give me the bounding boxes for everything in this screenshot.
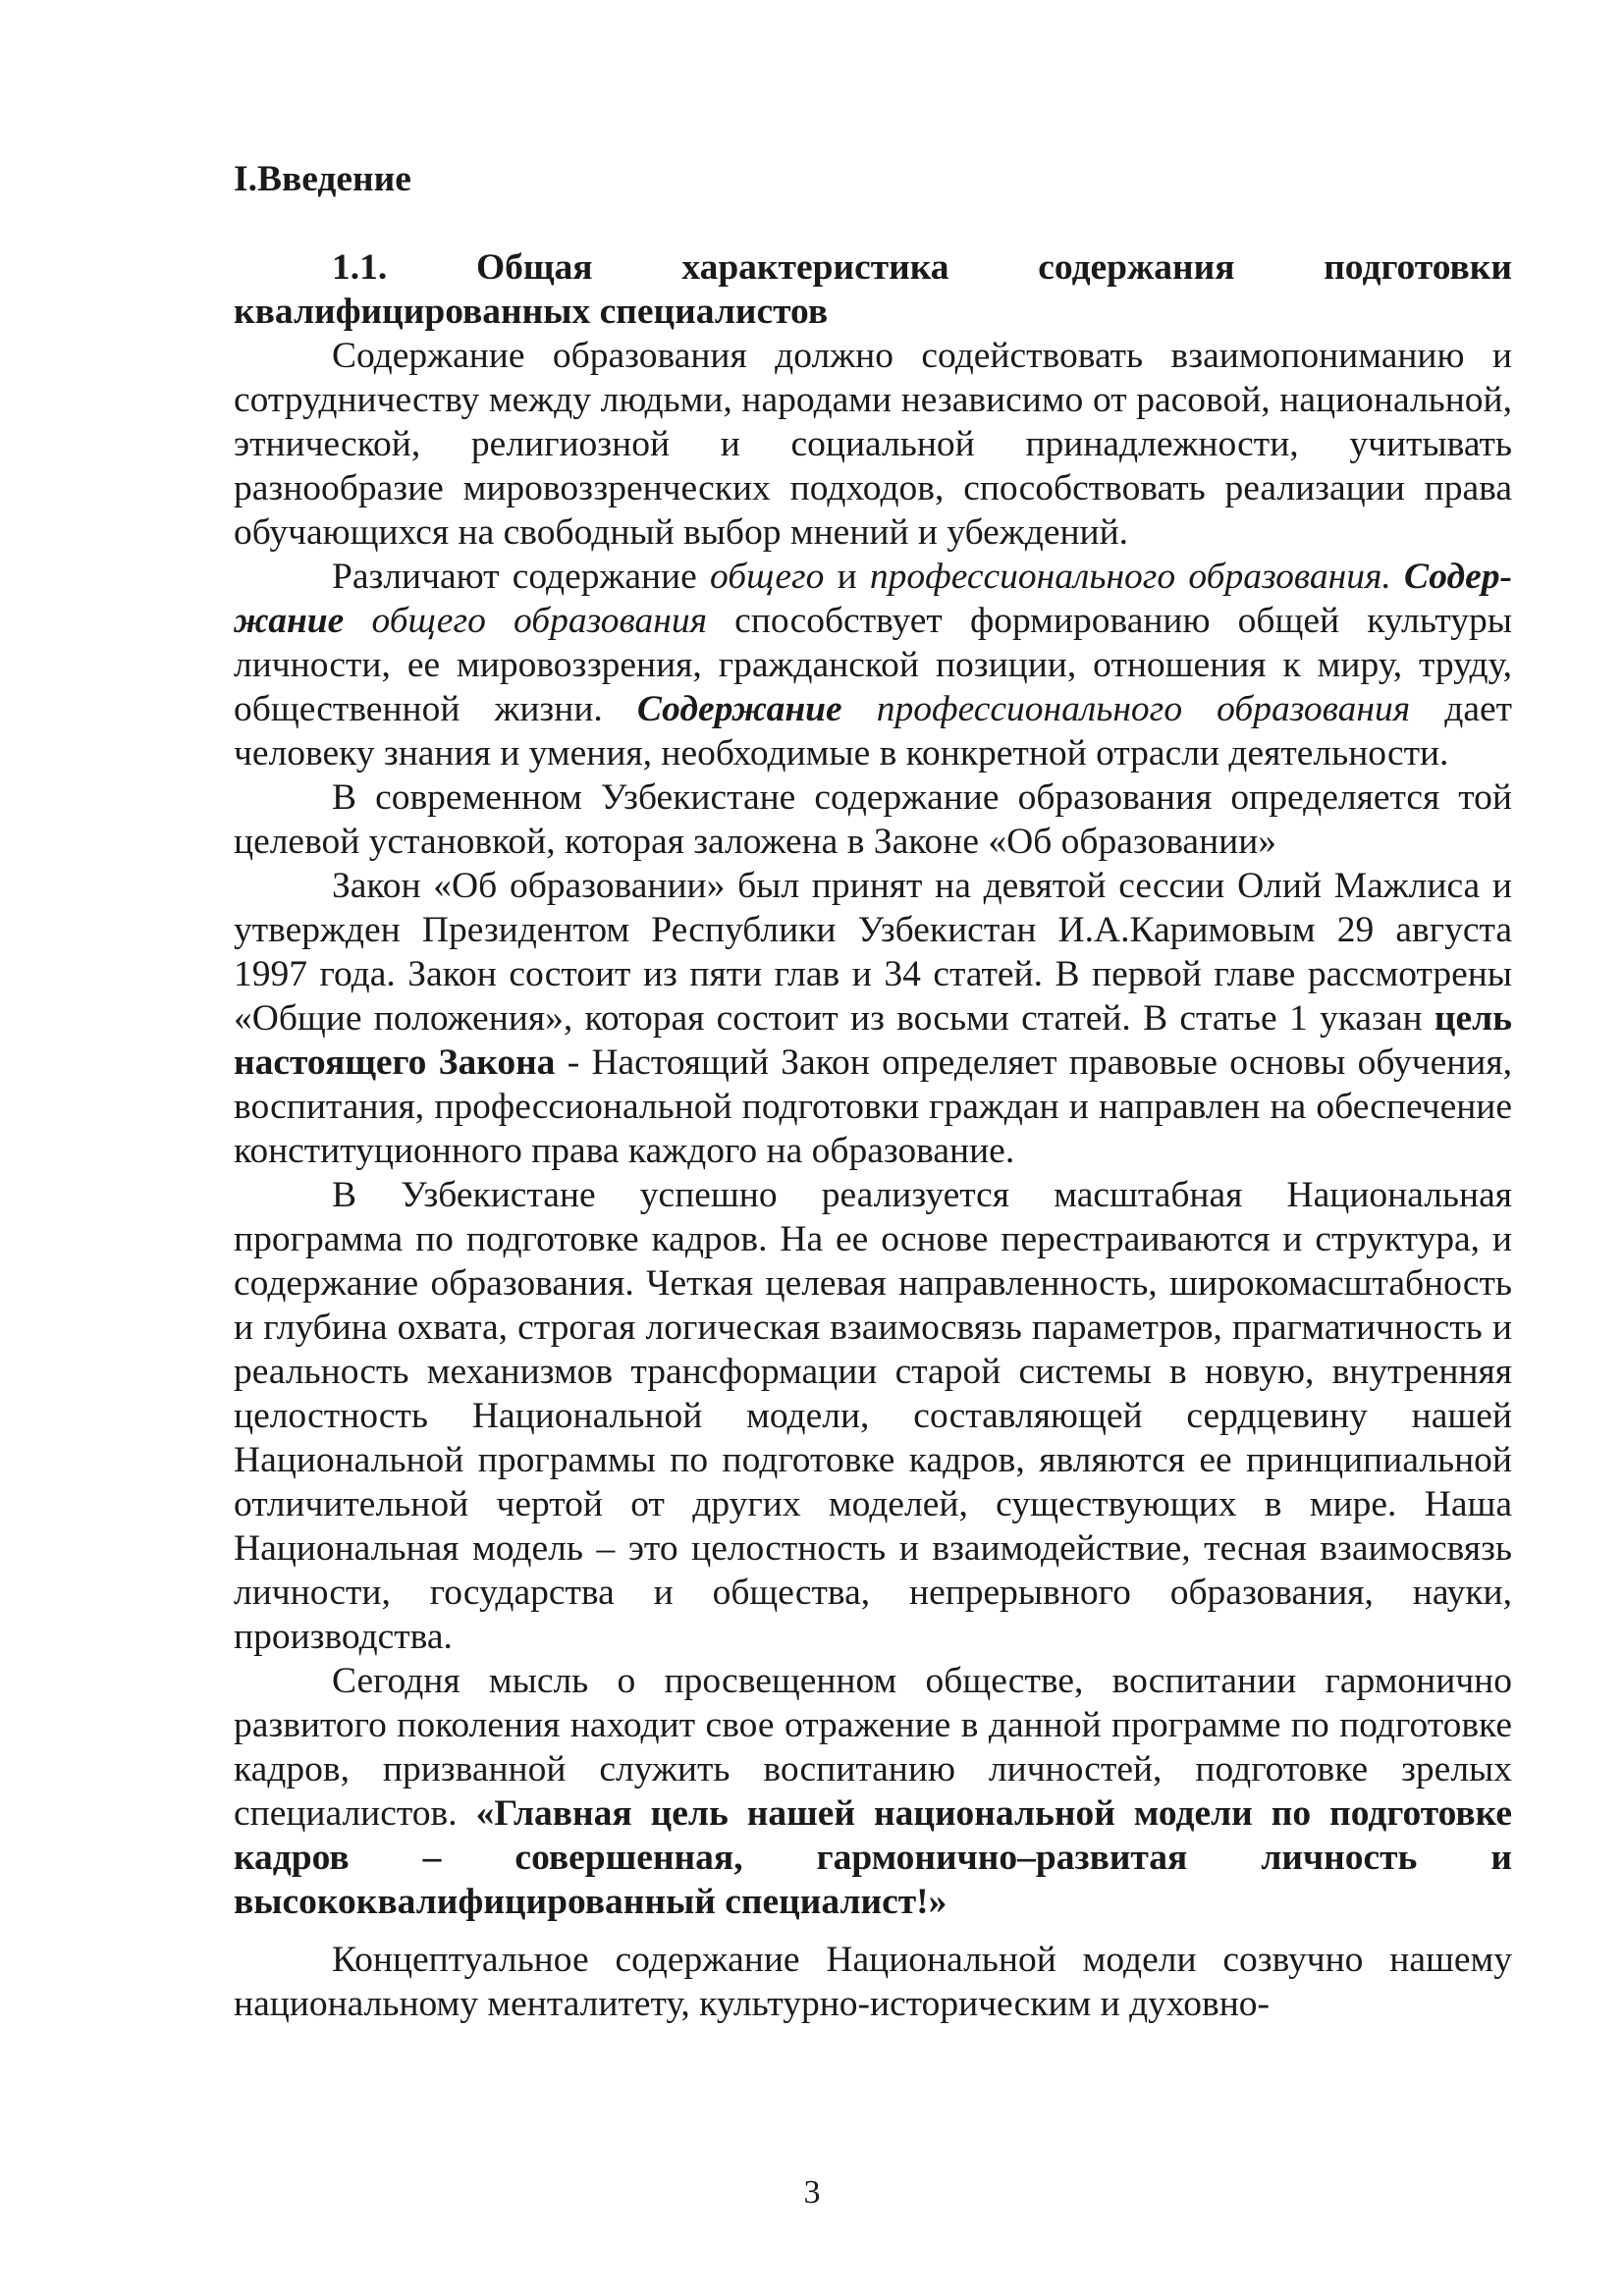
p2-text-1: Различают содержание [332,557,711,597]
paragraph-2 [234,555,1512,775]
p2-italic-professional-education: профессионального образования [876,689,1411,729]
paragraph-5: В Узбекистане успешно реализуется масштабная Национальная программа по подготовке кадров. На ее основе перестраиваются и структура, и содержание образования. Четкая целевая направленность, широкомасштабность и глубина охвата, строгая логическая взаимосвязь параметров, прагматичность и реальность механизмов трансформации старой системы в новую, внутренняя целостность Национальной модели, составляющей сердцевину нашей Национальной программы по подготовке кадров, являются ее принципиальной отличительной чертой от других моделей, существующих в мире. Наша Национальная модель – это целостность и взаимодействие, тесная взаимосвязь личности, государства и общества, непрерывного образования, науки, производства. [234,1175,1512,1657]
paragraph-6 [234,1659,1512,1924]
p2-italic-general-education: общего образования [371,601,708,641]
p4-bold-law-purpose: цель настоящего Закона [234,998,1512,1083]
chapter-title: I.Введение [234,159,411,199]
paragraph-7: Концептуальное содержание Национальной модели созвучно нашему национальному менталитету, культурно-историческим и духовно- [234,1940,1512,2024]
p4-text-1: Закон «Об образовании» был принят на девятой сессии Олий Мажлиса и утвержден Президентом Республики Узбекистан И.А.Каримовым 29 августа 1997 года. Закон состоит из пяти глав и 34 статей. В первой главе рассмотрены «Общие положения», которая состоит из восьми статей. В статье 1 указан [234,866,1512,1039]
p6-bold-quote: «Главная цель нашей национальной модели по подготовке кадров – совершенная, гармонично–развитая личность и высококвалифицированный специалист!» [234,1793,1513,1922]
section-number: 1.1. [332,247,388,288]
p2-space-2 [344,601,371,641]
paragraph-3: В современном Узбекистане содержание образования определяется той целевой установкой, которая заложена в Законе «Об образовании» [234,777,1512,862]
p2-bold-content-1: Содержание [234,557,1513,641]
document-page [234,157,1512,2026]
p2-italic-professional: профессионального образования. [869,557,1391,597]
p2-text-4: дает человеку знания и умения, необходимые в конкретной отрасли деятельности. [234,689,1512,774]
p4-text-2: - Настоящий Закон определяет правовые основы обучения, воспитания, профессиональной подготовки граждан и направлен на обеспечение конституционного права каждого на образование. [234,1042,1512,1171]
p2-space-1 [1391,557,1404,597]
p2-italic-general: общего [710,557,825,597]
p6-text-1: Сегодня мысль о просвещенном обществе, воспитании гармонично развитого поколения находит свое отражение в данной программе по подготовке кадров, призванной служить воспитанию личностей, подготовке зрелых специалистов. [234,1661,1512,1834]
section-title-text: Общая характеристика содержания подготовки квалифицированных специалистов [234,247,1513,332]
section-title [234,245,1512,334]
page-number: 3 [803,2174,821,2211]
p2-text-2: и [824,557,870,597]
p2-space-3 [842,689,877,729]
paragraph-1: Содержание образования должно содействовать взаимопониманию и сотрудничеству между людьми, народами независимо от расовой, национальной, этнической, религиозной и социальной принадлежности, учитывать разнообразие мировоззренческих подходов, способствовать реализации права обучающихся на свободный выбор мнений и убеждений. [234,336,1512,553]
p2-text-3: способствует формированию общей культуры личности, ее мировоззрения, гражданской позиции, отношения к миру, труду, общественной жизни. [234,601,1512,729]
paragraph-4 [234,864,1512,1173]
p2-bold-content-2: Содержание [636,689,842,729]
